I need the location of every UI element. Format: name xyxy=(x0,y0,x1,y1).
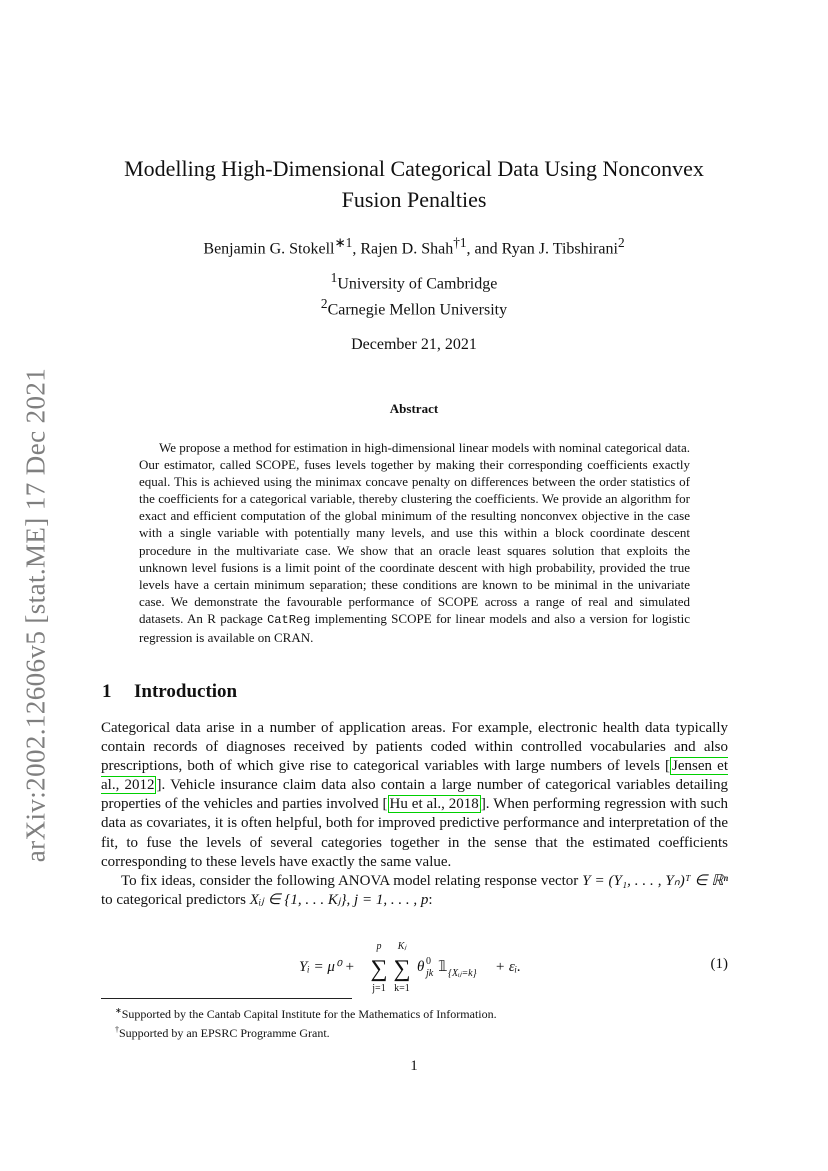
arxiv-identifier: arXiv:2002.12606v5 [stat.ME] 17 Dec 2021 xyxy=(20,367,51,863)
indicator-symbol: 𝟙 xyxy=(438,959,448,975)
author-name: Ryan J. Tibshirani xyxy=(501,240,618,258)
sum-upper-limit: Kⱼ xyxy=(397,941,407,952)
title-line-1: Modelling High-Dimensional Categorical Data Using Nonconvex xyxy=(124,156,704,181)
section-number: 1 xyxy=(102,681,112,702)
paragraph-text: Categorical data arise in a number of application areas. For example, electronic health data typically contain records of diagnoses received by patients coded within controlled vocabularies and also prescriptions, both of which give rise to categorical variables with large numbers of levels [ xyxy=(101,720,728,775)
equation-formula xyxy=(299,938,559,994)
section-heading xyxy=(102,681,237,703)
author-list xyxy=(100,232,728,260)
abstract-heading: Abstract xyxy=(389,401,439,416)
author-affiliation-mark: †1 xyxy=(453,235,467,250)
author-separator: , and xyxy=(466,240,502,258)
paragraph-text: ]. Vehicle insurance claim data also contain a large number of categorical variables detailing properties of the vehicles and parties involved [ xyxy=(101,777,729,813)
sum-symbol: ∑ xyxy=(370,956,388,982)
affiliation-mark: 2 xyxy=(320,296,328,312)
author-separator: , xyxy=(352,240,361,258)
inline-math: Xᵢⱼ ∈ {1, . . . Kⱼ}, j = 1, . . . , p xyxy=(249,891,429,908)
equation-lhs: Yᵢ = μ⁰ + xyxy=(299,959,355,975)
paragraph-text: To fix ideas, consider the following ANOVA model relating response vector xyxy=(121,872,583,889)
footnote xyxy=(115,1003,715,1022)
citation-link[interactable]: Hu et al., 2018 xyxy=(389,796,479,813)
equation-number: (1) xyxy=(710,956,728,972)
abstract-body xyxy=(139,439,690,646)
paragraph-text: to categorical predictors xyxy=(101,891,250,908)
affiliation xyxy=(100,268,728,294)
author-affiliation-mark: 2 xyxy=(617,235,625,250)
display-equation xyxy=(101,938,728,994)
indicator-subscript: {Xᵢⱼ=k} xyxy=(448,968,477,979)
sum-upper-limit: p xyxy=(376,941,382,952)
sum-lower-limit: k=1 xyxy=(394,983,410,994)
sum-symbol: ∑ xyxy=(393,956,411,982)
affiliation xyxy=(100,294,728,320)
citation-link[interactable]: Jensen et al., 2012 xyxy=(101,758,728,794)
paragraph-text: ]. When performing regression with such data as covariates, it is often helpful, both for improved predictive performance and interpretation of the fit, to fuse the levels of several categories together in the sense that the estimated coefficients corresponding to these levels have exactly the same value. xyxy=(101,796,729,870)
author-name: Rajen D. Shah xyxy=(360,240,454,258)
paper-title xyxy=(100,153,728,215)
introduction-body xyxy=(101,719,728,910)
affiliation-mark: 1 xyxy=(330,270,338,285)
affiliation-name: Carnegie Mellon University xyxy=(327,301,508,319)
title-line-2: Fusion Penalties xyxy=(341,187,487,212)
theta-subscript: jk xyxy=(426,968,434,979)
page-number: 1 xyxy=(410,1058,418,1074)
coefficient-theta: θ xyxy=(417,959,425,975)
footnote-divider xyxy=(101,998,352,999)
paragraph xyxy=(101,872,728,910)
equation-tail: + εᵢ. xyxy=(495,959,521,975)
footnote-text: Supported by the Cantab Capital Institute for the Mathematics of Information. xyxy=(121,1007,497,1021)
footnote-text: Supported by an EPSRC Programme Grant. xyxy=(119,1026,330,1040)
sum-lower-limit: j=1 xyxy=(372,983,386,994)
theta-superscript: 0 xyxy=(426,956,431,967)
affiliation-name: University of Cambridge xyxy=(337,275,498,293)
author-affiliation-mark: ∗1 xyxy=(334,235,353,250)
author-name: Benjamin G. Stokell xyxy=(203,240,335,258)
abstract-text: implementing SCOPE for linear models and also a version for logistic regression is available on CRAN. xyxy=(139,610,690,646)
paper-date: December 21, 2021 xyxy=(351,336,477,353)
footnote-mark: ∗ xyxy=(115,1006,122,1015)
package-name: CatReg xyxy=(267,612,311,627)
paragraph-text: : xyxy=(428,891,433,908)
paragraph xyxy=(101,719,728,872)
abstract-text: We propose a method for estimation in high-dimensional linear models with nominal categorical data. Our estimator, called SCOPE, fuses levels together by making their corresponding coefficients exactly equal. This is achieved using the minimax concave penalty on differences between the order statistics of the coefficients for a categorical variable, thereby clustering the coefficients. We provide an algorithm for exact and efficient computation of the global minimum of the resulting nonconvex objective in the case with a single variable with potentially many levels, and use this within a block coordinate descent procedure in the multivariate case. We show that an oracle least squares solution that exploits the unknown level fusions is a limit point of the coordinate descent with high probability, provided the true levels have a certain minimum separation; these conditions are known to be minimal in the univariate case. We demonstrate the favourable performance of SCOPE across a range of real and simulated datasets. An R package xyxy=(139,440,690,626)
footnote xyxy=(115,1022,715,1041)
affiliation-list xyxy=(100,268,728,321)
footnotes xyxy=(115,1003,715,1041)
footnote-mark: † xyxy=(115,1025,119,1034)
inline-math: Y = (Y₁, . . . , Yₙ)ᵀ ∈ ℝⁿ xyxy=(582,872,728,889)
section-title: Introduction xyxy=(134,681,238,702)
